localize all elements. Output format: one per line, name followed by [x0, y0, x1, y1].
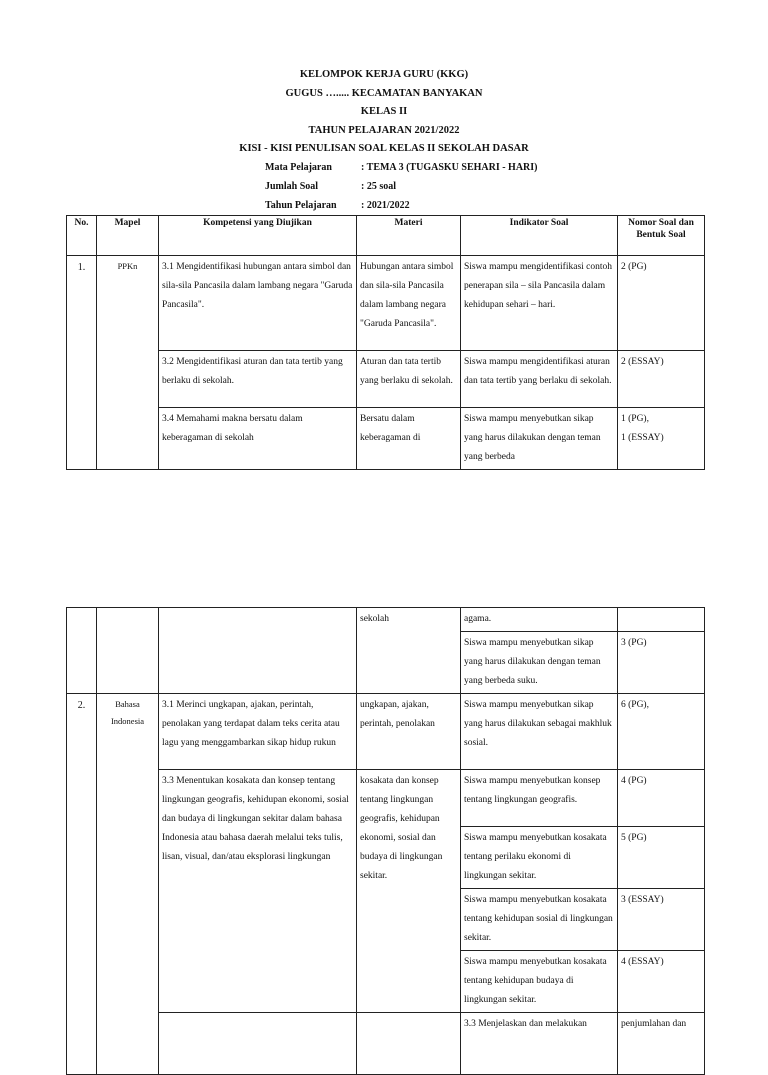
- table-row: [67, 256, 705, 351]
- cell-no: [159, 1013, 357, 1075]
- cell-mapel: [97, 694, 159, 1075]
- meta-label: Tahun Pelajaran: [265, 200, 337, 211]
- table-row: [67, 351, 705, 408]
- table-row: [67, 608, 705, 632]
- header-kkg: KELOMPOK KERJA GURU (KKG): [299, 69, 469, 80]
- meta-value: : 2021/2022: [361, 200, 410, 211]
- cell-materi: sekolah: [357, 608, 461, 694]
- cell-indikator: Siswa mampu mengidentifikasi aturan dan tata tertib yang berlaku di sekolah.: [461, 351, 618, 408]
- header-gugus: GUGUS …..... KECAMATAN BANYAKAN: [285, 87, 483, 99]
- cell-nomor: 3 (ESSAY): [618, 889, 705, 951]
- cell-kompetensi: [159, 608, 357, 694]
- col-header-mapel: Mapel: [97, 216, 159, 256]
- table-header-row: [67, 216, 705, 256]
- cell-indikator: Siswa mampu menyebutkan kosakata tentang perilaku ekonomi di lingkungan sekitar.: [461, 827, 618, 889]
- kisi-table-page2: [66, 607, 705, 1075]
- table-row: [67, 408, 705, 470]
- cell-nomor: 2 (ESSAY): [618, 351, 705, 408]
- nomor-line: 1 (PG),: [621, 414, 649, 424]
- table-row: [67, 694, 705, 770]
- cell-nomor: [618, 408, 705, 470]
- col-header-indikator: Indikator Soal: [461, 216, 618, 256]
- meta-row-mapel: [265, 158, 538, 177]
- mapel-line: Bahasa: [115, 699, 140, 709]
- cell-indikator: Siswa mampu menyebutkan konsep tentang lingkungan geografis.: [461, 770, 618, 827]
- cell-no: 1.: [67, 256, 97, 470]
- cell-nomor: 4 (PG): [618, 770, 705, 827]
- cell-materi: Bersatu dalam keberagaman di: [357, 408, 461, 470]
- cell-mapel: [97, 608, 159, 694]
- cell-kompetensi: 3.1 Mengidentifikasi hubungan antara simbol dan sila-sila Pancasila dalam lambang negara "Garuda Pancasila".: [159, 256, 357, 351]
- cell-materi: kosakata dan konsep tentang lingkungan geografis, kehidupan ekonomi, sosial dan budaya di lingkungan sekitar.: [357, 770, 461, 1013]
- col-header-no: No.: [67, 216, 97, 256]
- meta-row-tahun: [265, 196, 538, 215]
- cell-materi: ungkapan, ajakan, perintah, penolakan: [357, 694, 461, 770]
- cell-indikator: Siswa mampu menyebutkan kosakata tentang kehidupan sosial di lingkungan sekitar.: [461, 889, 618, 951]
- meta-label: Mata Pelajaran: [265, 162, 332, 173]
- cell-indikator: Siswa mampu menyebutkan sikap yang harus dilakukan dengan teman yang berbeda: [461, 408, 618, 470]
- col-header-materi: Materi: [357, 216, 461, 256]
- cell-nomor: 3 (PG): [618, 632, 705, 694]
- mapel-line: Indonesia: [110, 716, 145, 726]
- document-header: [0, 66, 768, 159]
- cell-indikator: Siswa mampu menyebutkan sikap yang harus dilakukan sebagai makhluk sosial.: [461, 694, 618, 770]
- header-kelas: KELAS II: [360, 106, 408, 117]
- cell-mapel: [357, 1013, 461, 1075]
- cell-kompetensi: 3.3 Menentukan kosakata dan konsep tentang lingkungan geografis, kehidupan ekonomi, sosial dan budaya di lingkungan sekitar dalam bahasa Indonesia atau bahasa daerah melalui teks tulis, lisan, visual, dan/atau eksplorasi lingkungan: [159, 770, 357, 1013]
- cell-materi: Hubungan antara simbol dan sila-sila Pancasila dalam lambang negara "Garuda Pancasila".: [357, 256, 461, 351]
- cell-indikator: Siswa mampu menyebutkan sikap yang harus dilakukan dengan teman yang berbeda suku.: [461, 632, 618, 694]
- meta-label: Jumlah Soal: [265, 181, 319, 192]
- cell-indikator: agama.: [461, 608, 618, 632]
- nomor-line: 1 (ESSAY): [621, 433, 664, 443]
- cell-indikator: Siswa mampu mengidentifikasi contoh penerapan sila – sila Pancasila dalam kehidupan sehari – hari.: [461, 256, 618, 351]
- cell-nomor: [618, 608, 705, 632]
- cell-materi: penjumlahan dan: [618, 1013, 705, 1075]
- cell-no: 2.: [67, 694, 97, 1075]
- cell-kompetensi: 3.4 Memahami makna bersatu dalam keberagaman di sekolah: [159, 408, 357, 470]
- meta-value: : 25 soal: [361, 181, 396, 192]
- col-header-kompetensi: Kompetensi yang Diujikan: [159, 216, 357, 256]
- table-row: [67, 770, 705, 827]
- cell-no: [67, 608, 97, 694]
- meta-row-jumlah: [265, 177, 538, 196]
- document-title: KISI - KISI PENULISAN SOAL KELAS II SEKOLAH DASAR: [239, 143, 529, 154]
- cell-kompetensi: 3.1 Merinci ungkapan, ajakan, perintah, penolakan yang terdapat dalam teks cerita atau lagu yang menggambarkan sikap hidup rukun: [159, 694, 357, 770]
- cell-mapel: PPKn: [97, 256, 159, 470]
- cell-materi: Aturan dan tata tertib yang berlaku di sekolah.: [357, 351, 461, 408]
- meta-value: : TEMA 3 (TUGASKU SEHARI - HARI): [361, 162, 538, 173]
- cell-kompetensi: 3.2 Mengidentifikasi aturan dan tata tertib yang berlaku di sekolah.: [159, 351, 357, 408]
- cell-nomor: 2 (PG): [618, 256, 705, 351]
- table-row: [67, 1013, 705, 1075]
- kisi-table-page1: [66, 215, 705, 470]
- cell-nomor: 4 (ESSAY): [618, 951, 705, 1013]
- header-tahun: TAHUN PELAJARAN 2021/2022: [308, 124, 460, 136]
- cell-indikator: Siswa mampu menyebutkan kosakata tentang kehidupan budaya di lingkungan sekitar.: [461, 951, 618, 1013]
- cell-kompetensi: 3.3 Menjelaskan dan melakukan: [461, 1013, 618, 1075]
- cell-nomor: 6 (PG),: [618, 694, 705, 770]
- col-header-nomor: Nomor Soal dan Bentuk Soal: [618, 216, 705, 256]
- document-meta: [265, 158, 538, 215]
- cell-nomor: 5 (PG): [618, 827, 705, 889]
